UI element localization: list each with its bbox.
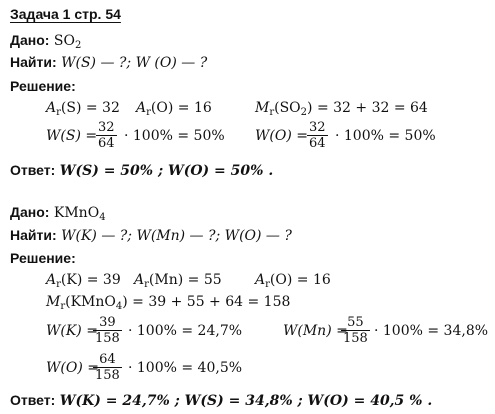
p2-wk-denominator: 158 <box>95 331 120 346</box>
p2-wmn-left: W(Mn) = <box>283 323 348 339</box>
p1-mr-formula: (SO <box>274 100 301 116</box>
p1-ws-denominator: 64 <box>98 136 115 151</box>
p1-answer-label: Ответ: <box>10 162 56 178</box>
p2-find-expr: W(K) — ?; W(Mn) — ?; W(O) — ? <box>61 228 292 244</box>
p2-given-sub: 4 <box>99 212 106 223</box>
p2-wk-fraction <box>93 316 122 345</box>
p2-wo-numerator: 64 <box>99 352 116 367</box>
p2-wk-right: · 100% = 24,7% <box>128 323 243 339</box>
p1-wo-numerator: 32 <box>309 120 326 135</box>
p1-find-expr: W(S) — ?; W (O) — ? <box>61 55 208 71</box>
p2-ar-mn-sub: r <box>144 279 149 290</box>
p2-wmn-fraction <box>341 316 370 345</box>
p1-ws-numerator: 32 <box>98 120 115 135</box>
p2-mr-symbol: M <box>46 294 61 310</box>
p1-ar-o <box>136 100 212 116</box>
p2-ar-o-sub: r <box>265 279 270 290</box>
p1-mr <box>255 100 428 116</box>
p1-mr-sub: r <box>269 107 275 118</box>
p2-mr-formula: (KMnO <box>65 294 116 310</box>
task-title: Задача 1 стр. 54 <box>10 6 121 22</box>
p2-find-line <box>10 227 292 244</box>
p1-ws-fraction <box>96 121 117 150</box>
p2-mr-value: ) = 39 + 55 + 64 = 158 <box>122 294 291 310</box>
p2-ar-o-value: (O) = 16 <box>269 272 331 288</box>
p2-mr-sub: r <box>60 301 66 312</box>
p1-ar-s-symbol: A <box>46 100 57 116</box>
p1-wo-fraction <box>307 121 328 150</box>
p1-ar-s-sub: r <box>56 107 61 118</box>
p2-wmn-right: · 100% = 34,8% <box>374 323 489 339</box>
p1-ar-s <box>46 100 120 116</box>
p2-wmn-denominator: 158 <box>343 331 368 346</box>
p1-solution-label: Решение: <box>10 78 76 94</box>
p2-wo-right: · 100% = 40,5% <box>128 360 243 376</box>
p2-answer-label: Ответ: <box>10 392 56 408</box>
p1-wo-left: W(O) = <box>255 128 308 144</box>
p2-ar-mn-value: (Mn) = 55 <box>148 272 222 288</box>
p2-given-formula: KMnO <box>53 205 100 221</box>
p2-find-label: Найти: <box>10 227 57 243</box>
p2-wk-left: W(K) = <box>46 323 98 339</box>
p1-mr-value: ) = 32 + 32 = 64 <box>307 100 428 116</box>
p2-ar-k-value: (K) = 39 <box>60 272 121 288</box>
p2-wmn-numerator: 55 <box>347 315 364 330</box>
p1-wo-right: · 100% = 50% <box>335 128 436 144</box>
p2-ar-k-symbol: A <box>46 272 57 288</box>
p1-mr-formula-sub: 2 <box>300 107 308 118</box>
p1-ws-right: · 100% = 50% <box>124 128 225 144</box>
p2-given-label: Дано: <box>10 204 50 220</box>
p1-ws-left: W(S) = <box>46 128 98 144</box>
p2-ar-k-sub: r <box>56 279 61 290</box>
p2-given-line <box>10 204 106 221</box>
p2-ar-mn-symbol: A <box>134 272 145 288</box>
p1-ar-o-value: (O) = 16 <box>150 100 212 116</box>
p2-answer-line <box>10 392 432 409</box>
p2-wk-numerator: 39 <box>99 315 116 330</box>
p1-wo-denominator: 64 <box>309 136 326 151</box>
p2-ar-o <box>255 272 331 288</box>
p1-ar-o-sub: r <box>146 107 151 118</box>
p1-mr-symbol: M <box>255 100 270 116</box>
p1-given-line <box>10 32 81 49</box>
p1-find-label: Найти: <box>10 54 57 70</box>
p2-ar-k <box>46 272 121 288</box>
p2-ar-mn <box>134 272 222 288</box>
p1-given-sub: 2 <box>74 40 82 51</box>
p1-ar-s-value: (S) = 32 <box>60 100 120 116</box>
p2-mr <box>46 294 290 310</box>
p2-mr-formula-sub: 4 <box>115 301 123 312</box>
p2-answer-expr: W(K) = 24,7% ; W(S) = 34,8% ; W(O) = 40,5 % . <box>59 393 433 409</box>
p1-find-line <box>10 54 207 71</box>
p2-wo-denominator: 158 <box>95 368 120 383</box>
p2-solution-label: Решение: <box>10 250 76 266</box>
p1-given-formula: SO <box>53 33 75 49</box>
p1-ar-o-symbol: A <box>136 100 147 116</box>
p2-ar-o-symbol: A <box>255 272 266 288</box>
p2-wo-left: W(O) = <box>46 360 99 376</box>
p1-given-label: Дано: <box>10 32 50 48</box>
p1-answer-line <box>10 162 273 179</box>
p2-wo-fraction <box>93 353 122 382</box>
p1-answer-expr: W(S) = 50% ; W(O) = 50% . <box>59 163 274 179</box>
